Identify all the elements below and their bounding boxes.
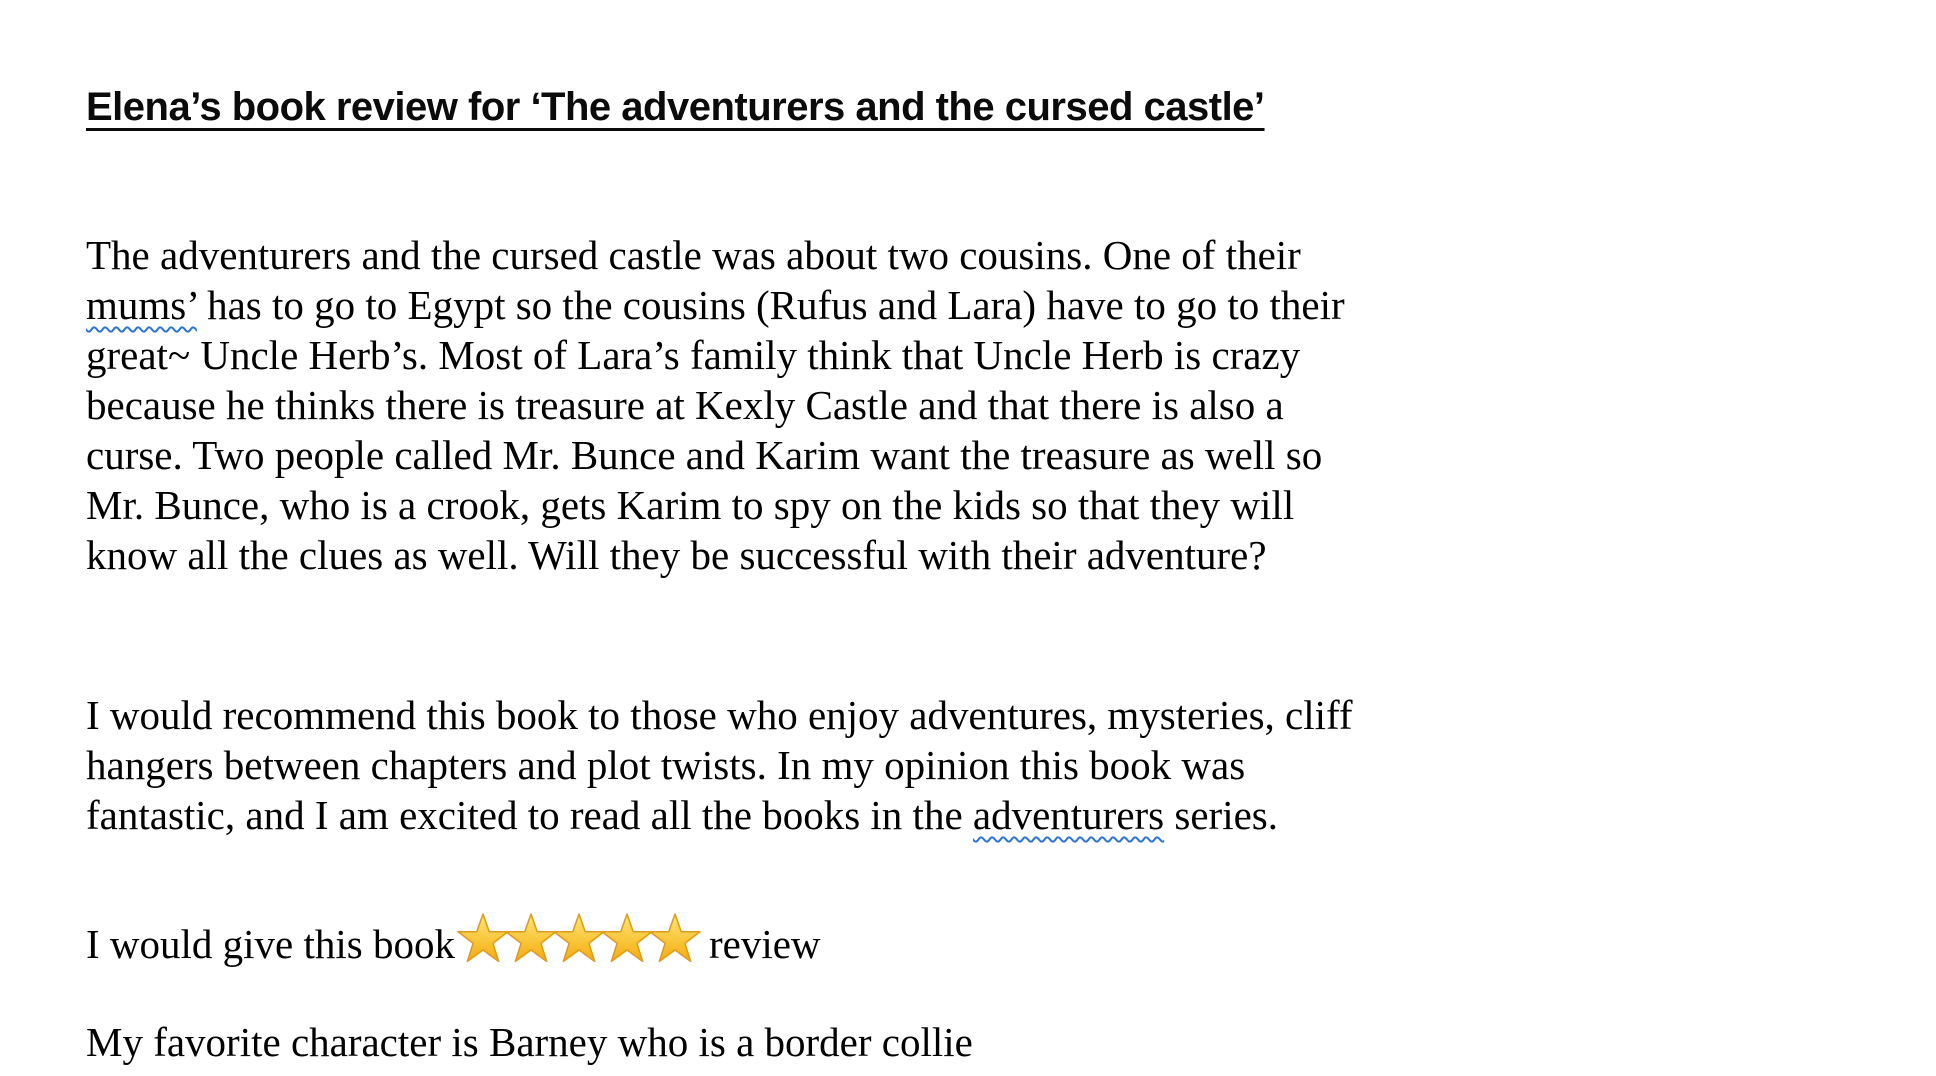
text-segment: Mr. Bunce, who is a crook, gets Karim to spy on the kids so that they will bbox=[86, 481, 1295, 528]
text-line bbox=[86, 912, 1936, 975]
text-line bbox=[86, 280, 1936, 330]
paragraph-favorite-character bbox=[86, 1017, 1936, 1067]
review-body bbox=[86, 230, 1936, 1067]
text-segment: has to go to Egypt so the cousins (Rufus and Lara) have to go to their bbox=[196, 281, 1345, 328]
spellcheck-flagged-word: adventurers bbox=[972, 791, 1165, 838]
text-line bbox=[86, 480, 1936, 530]
paragraph-recommendation bbox=[86, 690, 1936, 840]
paragraph-summary bbox=[86, 230, 1936, 580]
text-segment: series. bbox=[1164, 791, 1278, 838]
text-segment: curse. Two people called Mr. Bunce and Karim want the treasure as well so bbox=[86, 431, 1323, 478]
text-line bbox=[86, 740, 1936, 790]
text-line bbox=[86, 230, 1936, 280]
text-line bbox=[86, 380, 1936, 430]
text-segment: hangers between chapters and plot twists. In my opinion this book was bbox=[86, 741, 1246, 788]
page-title: Elena’s book review for ‘The adventurers and the cursed castle’ bbox=[86, 84, 1265, 129]
text-segment: The adventurers and the cursed castle was about two cousins. One of their bbox=[86, 231, 1301, 278]
text-segment: My favorite character is Barney who is a border collie bbox=[86, 1018, 973, 1065]
spellcheck-flagged-word: mums’ bbox=[86, 281, 197, 328]
text-line bbox=[86, 430, 1936, 480]
text-segment: great~ Uncle Herb’s. Most of Lara’s family think that Uncle Herb is crazy bbox=[86, 331, 1301, 378]
text-segment: because he thinks there is treasure at Kexly Castle and that there is also a bbox=[86, 381, 1284, 428]
text-line bbox=[86, 690, 1936, 740]
text-segment: I would recommend this book to those who enjoy adventures, mysteries, cliff bbox=[86, 691, 1353, 738]
text-line bbox=[86, 790, 1936, 840]
star-icon bbox=[457, 912, 509, 964]
text-segment: I would give this book bbox=[86, 920, 455, 967]
text-line bbox=[86, 330, 1936, 380]
text-line bbox=[86, 530, 1936, 580]
paragraph-rating bbox=[86, 912, 1936, 975]
star-rating bbox=[459, 912, 699, 975]
text-segment: fantastic, and I am excited to read all the books in the bbox=[86, 791, 973, 838]
text-segment: review bbox=[708, 920, 821, 967]
star-icon bbox=[649, 912, 701, 964]
text-segment: know all the clues as well. Will they be successful with their adventure? bbox=[86, 531, 1267, 578]
text-line bbox=[86, 1017, 1936, 1067]
star-icon bbox=[601, 912, 653, 964]
star-icon bbox=[505, 912, 557, 964]
star-icon bbox=[553, 912, 605, 964]
